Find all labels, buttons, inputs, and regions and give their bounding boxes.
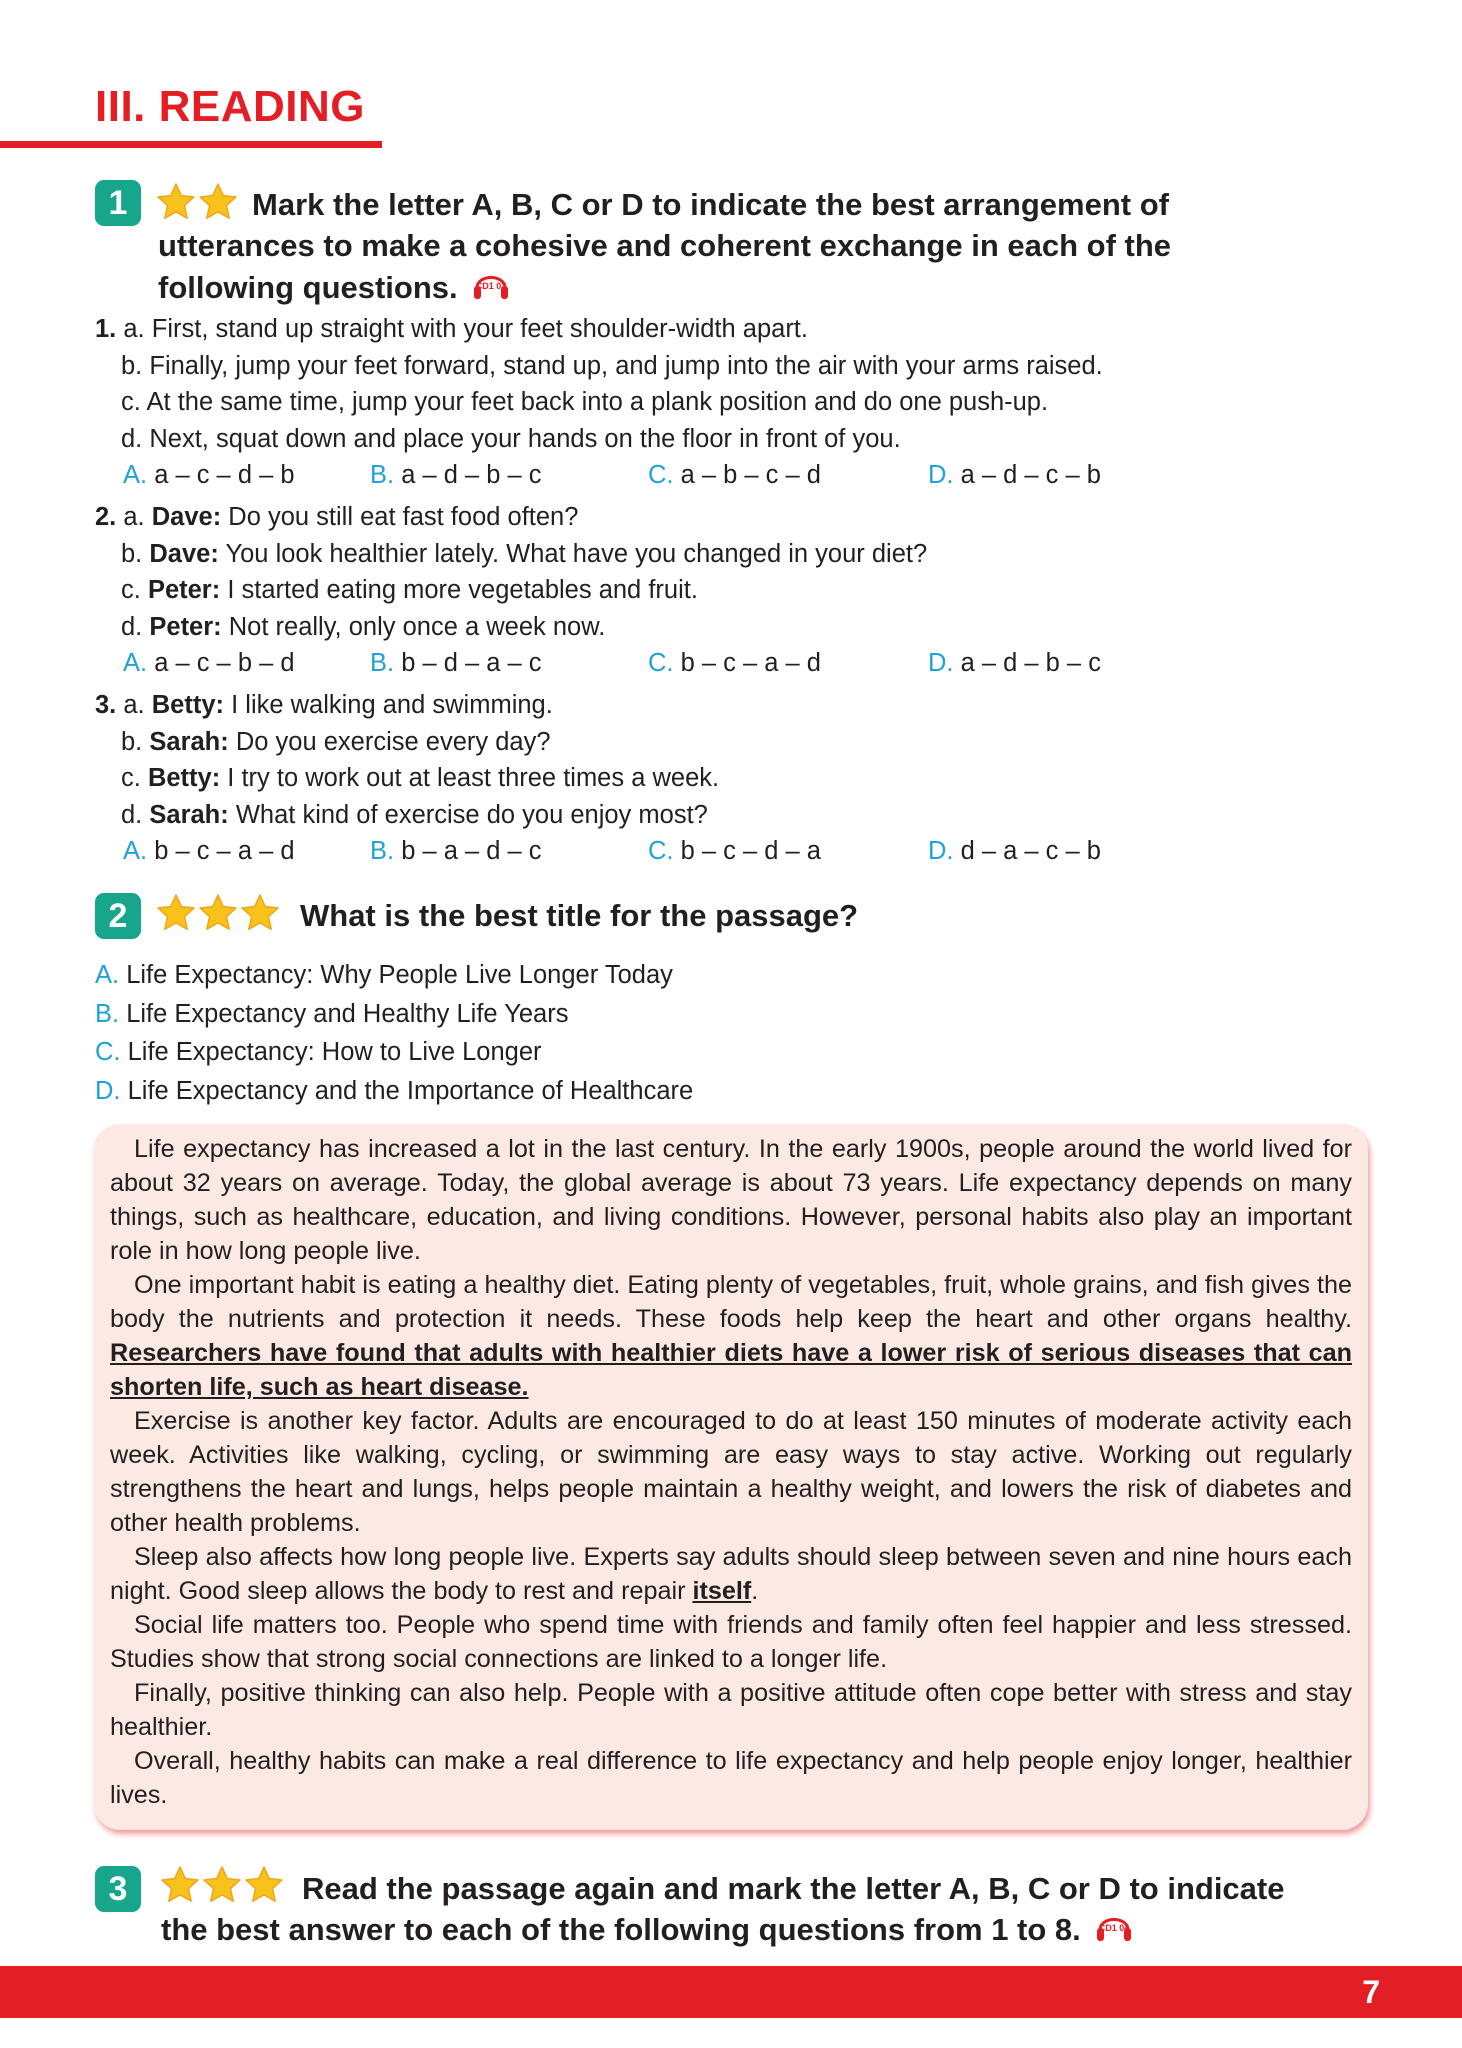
exercise-1-instruction-line-1: Mark the letter A, B, C or D to indicate the best arrangement of bbox=[252, 187, 1169, 222]
exercise-3-stars bbox=[160, 1865, 284, 1905]
star-icon bbox=[156, 893, 196, 933]
underlined-word: itself bbox=[692, 1577, 752, 1605]
exercise-1-badge: 1 bbox=[95, 180, 141, 226]
star-icon bbox=[160, 1865, 200, 1905]
passage-paragraph: Finally, positive thinking can also help. People with a positive attitude often cope better with stress and stay healthier. bbox=[110, 1679, 1352, 1741]
star-icon bbox=[198, 182, 238, 222]
star-icon bbox=[202, 1865, 242, 1905]
star-icon bbox=[198, 893, 238, 933]
star-icon bbox=[156, 182, 196, 222]
title-option-b[interactable]: B. Life Expectancy and Healthy Life Years bbox=[95, 999, 569, 1028]
question-item: 1. a. First, stand up straight with your feet shoulder-width apart. bbox=[95, 315, 808, 343]
question-item: d. Sarah: What kind of exercise do you enjoy most? bbox=[121, 800, 708, 829]
question-item: c. At the same time, jump your feet back into a plank position and do one push-up. bbox=[121, 388, 1049, 416]
answer-option-d[interactable]: D. a – d – b – c bbox=[928, 649, 1101, 677]
answer-options bbox=[95, 833, 1395, 870]
underlined-sentence: Researchers have found that adults with healthier diets have a lower risk of serious diseases that can shorten life, such as heart disease. bbox=[110, 1339, 1352, 1401]
answer-option-a[interactable]: A. b – c – a – d bbox=[123, 837, 295, 865]
question-item: 3. a. Betty: I like walking and swimming. bbox=[95, 691, 553, 719]
answer-options bbox=[95, 645, 1395, 682]
headphones-icon[interactable] bbox=[1095, 1908, 1133, 1944]
question-item: c. Peter: I started eating more vegetables and fruit. bbox=[121, 576, 698, 604]
title-option-a[interactable]: A. Life Expectancy: Why People Live Longer Today bbox=[95, 961, 673, 989]
exercise-2-stars bbox=[156, 893, 280, 933]
question-item: d. Next, squat down and place your hands on the floor in front of you. bbox=[121, 424, 901, 453]
passage-paragraph: One important habit is eating a healthy diet. Eating plenty of vegetables, fruit, whole grains, and fish gives the body the nutrients and protection it needs. These foods help keep the heart and other organs healthy. Researchers have found that adults with healthier diets have a lower risk of serious diseases that can shorten life, such as heart disease. bbox=[110, 1271, 1352, 1401]
exercise-1-stars bbox=[156, 182, 238, 222]
title-options bbox=[95, 956, 693, 1110]
passage-paragraph: Life expectancy has increased a lot in the last century. In the early 1900s, people around the world lived for about 32 years on average. Today, the global average is about 73 years. Life expectancy depends on many things, such as healthcare, education, and living conditions. However, personal habits also play an important role in how long people live. bbox=[110, 1135, 1352, 1265]
exercise-1-instruction-line-2: utterances to make a cohesive and coherent exchange in each of the bbox=[158, 228, 1172, 263]
exercise-2-badge: 2 bbox=[95, 893, 141, 939]
exercise-3-instruction-line-1: Read the passage again and mark the letter A, B, C or D to indicate bbox=[302, 1871, 1285, 1906]
answer-option-a[interactable]: A. a – c – d – b bbox=[123, 461, 295, 489]
question-item: c. Betty: I try to work out at least three times a week. bbox=[121, 764, 720, 792]
question-item: 2. a. Dave: Do you still eat fast food often? bbox=[95, 503, 579, 531]
passage-paragraph: Overall, healthy habits can make a real difference to life expectancy and help people enjoy longer, healthier lives. bbox=[110, 1747, 1352, 1809]
question-item: b. Sarah: Do you exercise every day? bbox=[121, 727, 551, 756]
answer-option-a[interactable]: A. a – c – b – d bbox=[123, 649, 295, 677]
exercise-3-badge: 3 bbox=[95, 1866, 141, 1912]
headphones-icon[interactable] bbox=[472, 266, 510, 302]
exercise-1-instruction-line-3 bbox=[158, 266, 510, 308]
answer-option-c[interactable]: C. b – c – d – a bbox=[648, 837, 821, 865]
reading-passage bbox=[110, 1132, 1352, 1812]
page-footer-bar bbox=[0, 1966, 1462, 2018]
question-item: b. Finally, jump your feet forward, stand up, and jump into the air with your arms raised. bbox=[121, 351, 1103, 380]
passage-paragraph: Exercise is another key factor. Adults are encouraged to do at least 150 minutes of moderate activity each week. Activities like walking, cycling, or swimming are easy ways to stay active. Working out regularly strengthens the heart and lungs, helps people maintain a healthy weight, and lowers the risk of diabetes and other health problems. bbox=[110, 1407, 1352, 1537]
answer-option-d[interactable]: D. a – d – c – b bbox=[928, 461, 1101, 489]
question-1 bbox=[95, 311, 1395, 494]
exercise-2-instruction: What is the best title for the passage? bbox=[300, 898, 859, 933]
answer-option-c[interactable]: C. b – c – a – d bbox=[648, 649, 821, 677]
answer-option-b[interactable]: B. b – a – d – c bbox=[370, 837, 542, 865]
section-title: III. READING bbox=[95, 82, 366, 131]
audio-label: CD1 03 bbox=[476, 281, 507, 291]
star-icon bbox=[240, 893, 280, 933]
page-number: 7 bbox=[1362, 1974, 1380, 2010]
answer-options bbox=[95, 457, 1395, 494]
title-option-c[interactable]: C. Life Expectancy: How to Live Longer bbox=[95, 1038, 542, 1066]
star-icon bbox=[244, 1865, 284, 1905]
answer-option-b[interactable]: B. b – d – a – c bbox=[370, 649, 542, 677]
section-title-underline bbox=[0, 141, 382, 148]
audio-label: CD1 04 bbox=[1099, 1923, 1130, 1933]
instruction-text: following questions. bbox=[158, 270, 458, 305]
passage-paragraph: Sleep also affects how long people live. Experts say adults should sleep between seven and nine hours each night. Good sleep allows the body to rest and repair itself. bbox=[110, 1543, 1352, 1605]
answer-option-c[interactable]: C. a – b – c – d bbox=[648, 461, 821, 489]
instruction-text: the best answer to each of the following questions from 1 to 8. bbox=[161, 1912, 1081, 1947]
question-2 bbox=[95, 499, 1395, 682]
question-item: d. Peter: Not really, only once a week now. bbox=[121, 612, 606, 641]
passage-paragraph: Social life matters too. People who spend time with friends and family often feel happier and less stressed. Studies show that strong social connections are linked to a longer life. bbox=[110, 1611, 1352, 1673]
exercise-3-instruction-line-2 bbox=[161, 1908, 1133, 1950]
answer-option-b[interactable]: B. a – d – b – c bbox=[370, 461, 542, 489]
question-item: b. Dave: You look healthier lately. What have you changed in your diet? bbox=[121, 539, 928, 568]
answer-option-d[interactable]: D. d – a – c – b bbox=[928, 837, 1101, 865]
title-option-d[interactable]: D. Life Expectancy and the Importance of Healthcare bbox=[95, 1076, 694, 1105]
question-3 bbox=[95, 687, 1395, 870]
